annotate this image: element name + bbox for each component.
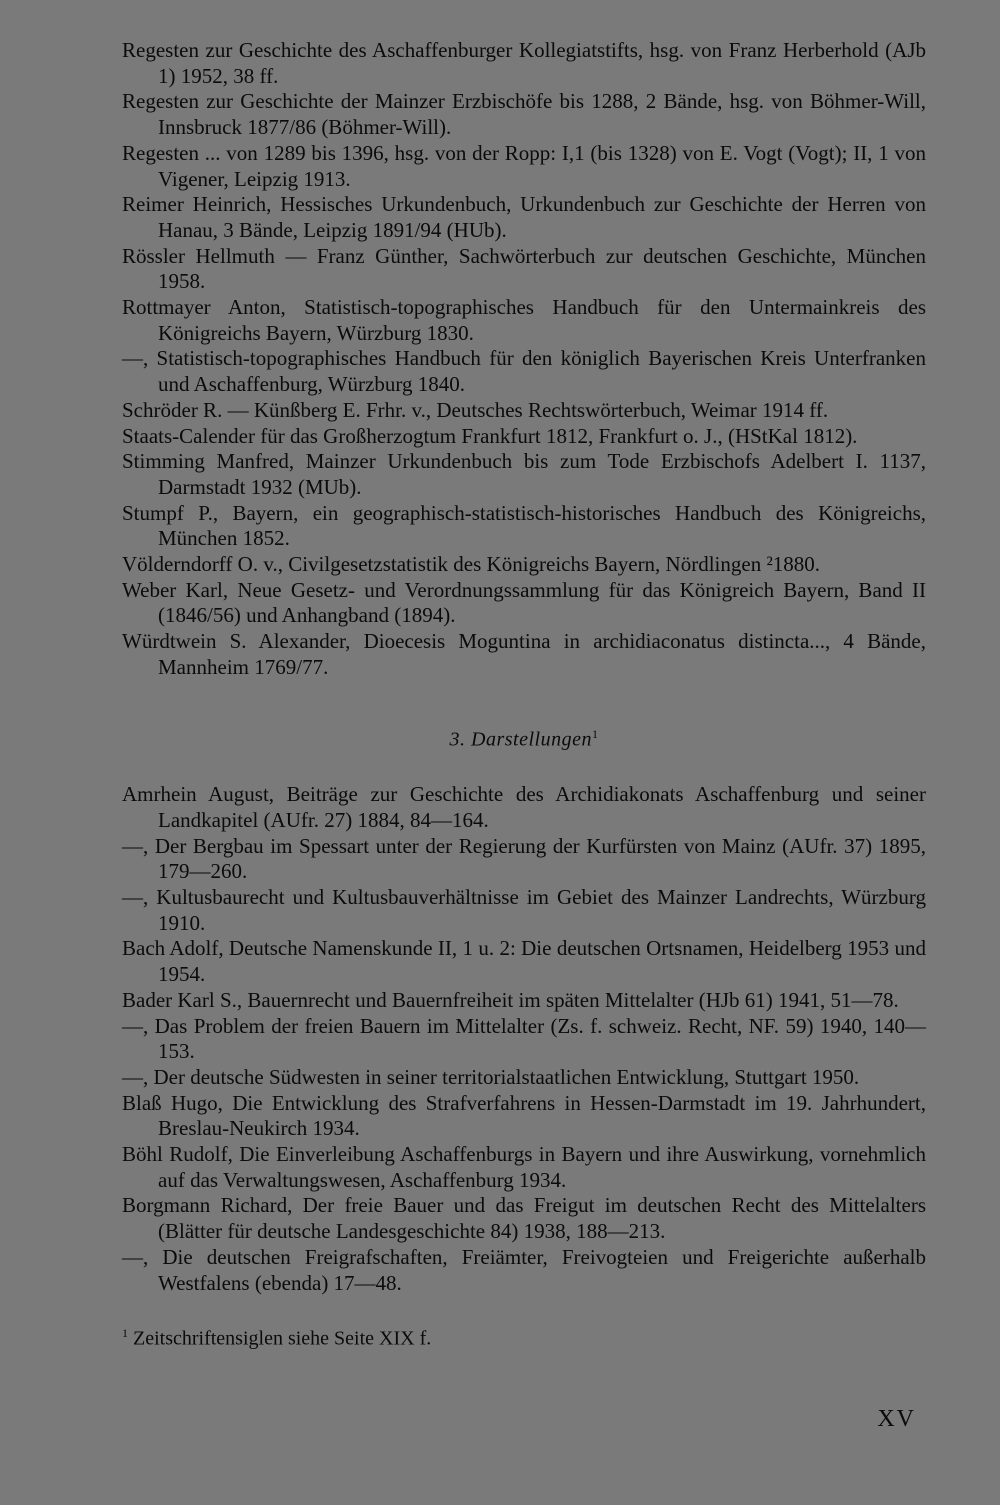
section-heading <box>122 721 926 753</box>
bibliography-entry: —, Das Problem der freien Bauern im Mittelalter (Zs. f. schweiz. Recht, NF. 59) 1940, 140—153. <box>122 1013 926 1064</box>
bibliography-entry: Regesten zur Geschichte der Mainzer Erzbischöfe bis 1288, 2 Bände, hsg. von Böhmer-Will, Innsbruck 1877/86 (Böhmer-Will). <box>122 89 926 140</box>
bibliography-entry: Staats-Calender für das Großherzogtum Frankfurt 1812, Frankfurt o. J., (HStKal 1812). <box>122 423 858 448</box>
bibliography-entry: Böhl Rudolf, Die Einverleibung Aschaffenburgs in Bayern und ihre Auswirkung, vornehmlich auf das Verwaltungswesen, Aschaffenburg 1934. <box>122 1142 926 1192</box>
bibliography-entry: —, Statistisch-topographisches Handbuch für den königlich Bayerischen Kreis Unterfranken und Aschaffenburg, Würzburg 1840. <box>122 346 926 397</box>
footnote-reference: 1 <box>591 726 599 741</box>
bibliography-entry: Borgmann Richard, Der freie Bauer und das Freigut im deutschen Recht des Mittelalters (Blätter für deutsche Landesgeschichte 84) 1938, 188—213. <box>122 1193 926 1244</box>
bibliography-entry: Schröder R. — Künßberg E. Frhr. v., Deutsches Rechtswörterbuch, Weimar 1914 ff. <box>122 397 829 422</box>
bibliography-entry: Völderndorff O. v., Civilgesetzstatistik des Königreichs Bayern, Nördlingen ²1880. <box>122 552 821 577</box>
bibliography-entry: Reimer Heinrich, Hessisches Urkundenbuch, Urkundenbuch zur Geschichte der Herren von Hanau, 3 Bände, Leipzig 1891/94 (HUb). <box>122 192 926 242</box>
footnote-mark: 1 <box>122 1326 128 1341</box>
bibliography-entry: Weber Karl, Neue Gesetz- und Verordnungssammlung für das Königreich Bayern, Band II (1846/56) und Anhangband (1894). <box>122 577 926 628</box>
page-body <box>122 38 926 1352</box>
bibliography-entry: —, Kultusbaurecht und Kultusbauverhältnisse im Gebiet des Mainzer Landrechts, Würzburg 1910. <box>122 885 926 935</box>
bibliography-entry: Regesten zur Geschichte des Aschaffenburger Kollegiatstifts, hsg. von Franz Herberhold (AJb 1) 1952, 38 ff. <box>122 38 926 88</box>
bibliography-entry: Amrhein August, Beiträge zur Geschichte des Archidiakonats Aschaffenburg und seiner Landkapitel (AUfr. 27) 1884, 84—164. <box>122 782 926 832</box>
page-number: XV <box>877 1406 916 1432</box>
bibliography-entry: Blaß Hugo, Die Entwicklung des Strafverfahrens in Hessen-Darmstadt im 19. Jahrhundert, Breslau-Neukirch 1934. <box>122 1090 926 1141</box>
bibliography-entry: Regesten ... von 1289 bis 1396, hsg. von der Ropp: I,1 (bis 1328) von E. Vogt (Vogt); II, 1 von Vigener, Leipzig 1913. <box>122 140 926 191</box>
bibliography-entry: Stumpf P., Bayern, ein geographisch-statistisch-historisches Handbuch des Königreichs, München 1852. <box>122 500 926 551</box>
bibliography-entry: Bader Karl S., Bauernrecht und Bauernfreiheit im späten Mittelalter (HJb 61) 1941, 51—78. <box>122 987 899 1012</box>
sources-list <box>122 38 926 681</box>
bibliography-entry: Stimming Manfred, Mainzer Urkundenbuch bis zum Tode Erzbischofs Adelbert I. 1137, Darmstadt 1932 (MUb). <box>122 449 926 499</box>
bibliography-entry: Rottmayer Anton, Statistisch-topographisches Handbuch für den Untermainkreis des Königreichs Bayern, Würzburg 1830. <box>122 295 926 345</box>
bibliography-entry: Würdtwein S. Alexander, Dioecesis Moguntina in archidiaconatus distincta..., 4 Bände, Mannheim 1769/77. <box>122 629 926 679</box>
bibliography-entry: —, Der Bergbau im Spessart unter der Regierung der Kurfürsten von Mainz (AUfr. 37) 1895, 179—260. <box>122 833 926 884</box>
section-heading-text: 3. Darstellungen <box>449 728 592 751</box>
bibliography-entry: Rössler Hellmuth — Franz Günther, Sachwörterbuch zur deutschen Geschichte, München 1958. <box>122 243 926 294</box>
bibliography-entry: —, Der deutsche Südwesten in seiner territorialstaatlichen Entwicklung, Stuttgart 1950. <box>122 1064 860 1089</box>
footnote-text: Zeitschriftensiglen siehe Seite XIX f. <box>133 1327 432 1350</box>
bibliography-entry: Bach Adolf, Deutsche Namenskunde II, 1 u. 2: Die deutschen Ortsnamen, Heidelberg 1953 und 1954. <box>122 936 926 987</box>
bibliography-entry: —, Die deutschen Freigrafschaften, Freiämter, Freivogteien und Freigerichte außerhalb Westfalens (ebenda) 17—48. <box>122 1244 926 1295</box>
footnote <box>122 1320 926 1352</box>
literature-list <box>122 782 926 1296</box>
